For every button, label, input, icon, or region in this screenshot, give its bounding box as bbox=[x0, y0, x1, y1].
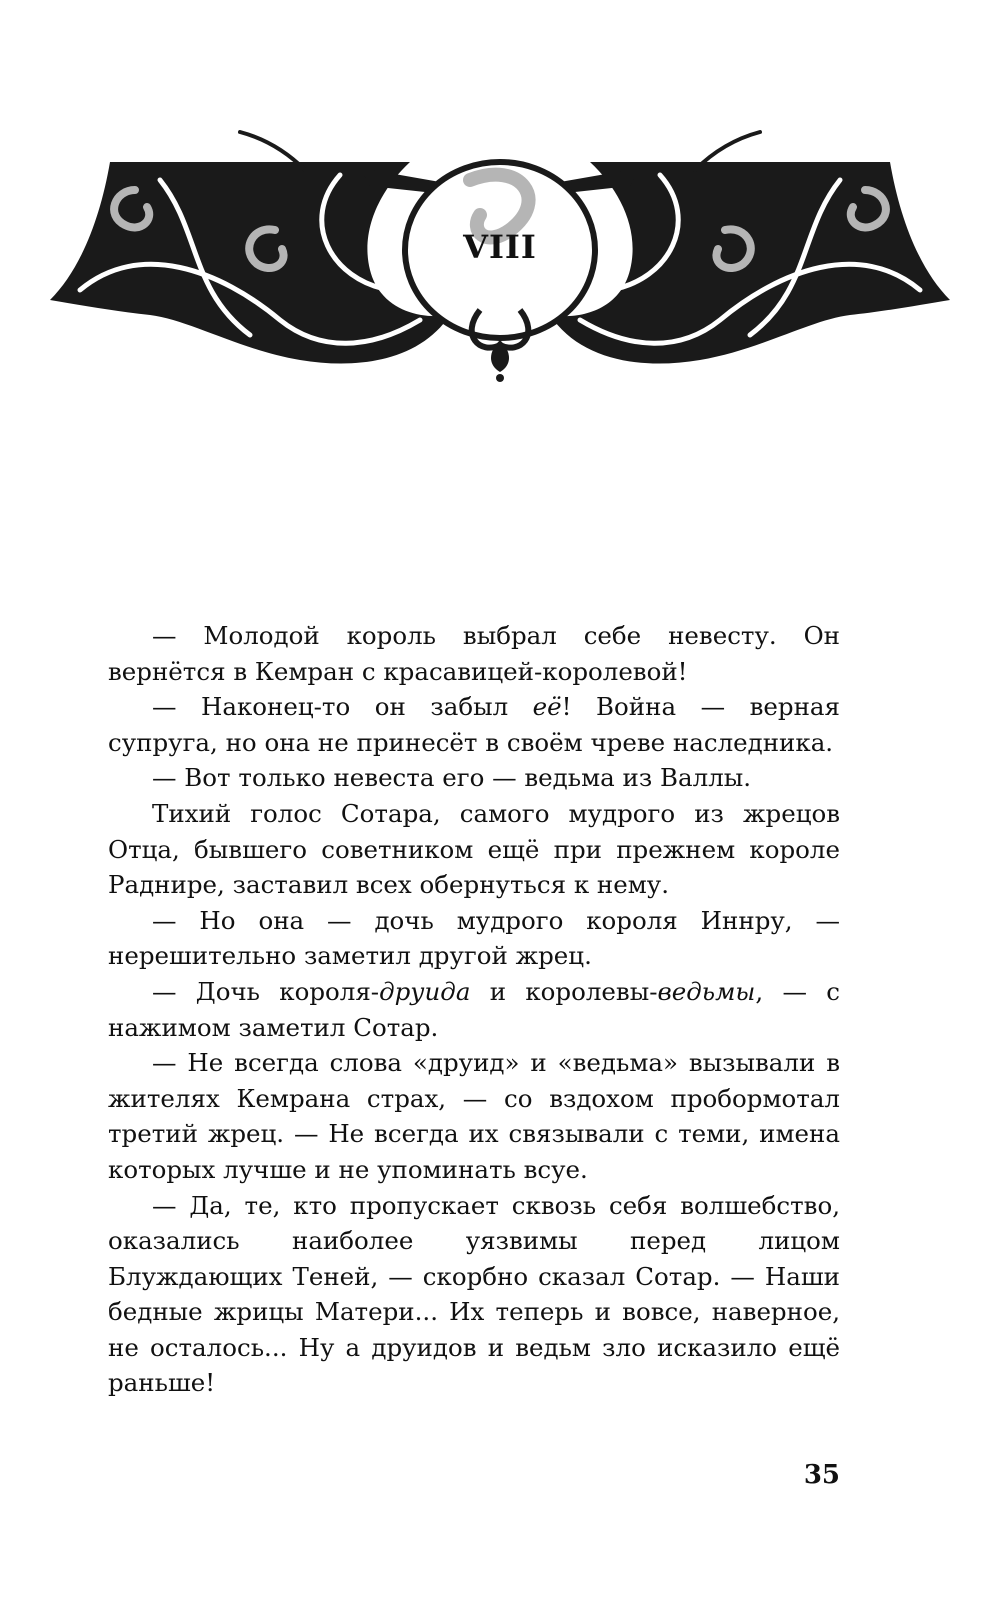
text-run: — Молодой король выбрал себе невесту. Он вернётся в Кемран с красавицей-королевой! bbox=[108, 621, 840, 686]
chapter-number: VIII bbox=[463, 228, 537, 266]
paragraph bbox=[108, 689, 840, 760]
text-run-italic: друида bbox=[379, 976, 471, 1006]
text-run-italic: ведьмы bbox=[657, 976, 756, 1006]
paragraph bbox=[108, 1188, 840, 1402]
paragraph bbox=[108, 974, 840, 1045]
text-run: Тихий голос Сотара, самого мудрого из жрецов Отца, бывшего советником ещё при прежнем короле Раднире, заставил всех обернуться к нему. bbox=[108, 798, 840, 900]
text-run: — Вот только невеста его — ведьма из Валлы. bbox=[152, 763, 752, 793]
paragraph bbox=[108, 796, 840, 903]
text-run: и королевы- bbox=[470, 976, 658, 1006]
text-run: ! Война — верная супруга, но она не принесёт в своём чреве наследника. bbox=[108, 692, 840, 757]
text-run: — Дочь короля- bbox=[152, 976, 380, 1006]
text-run-italic: её bbox=[532, 692, 562, 722]
text-run: , — с нажимом заметил Сотар. bbox=[108, 976, 840, 1042]
paragraph bbox=[108, 1045, 840, 1187]
paragraph bbox=[108, 903, 840, 974]
page-text bbox=[108, 618, 840, 1401]
page-number: 35 bbox=[803, 1460, 840, 1490]
text-run: — Но она — дочь мудрого короля Иннру, — нерешительно заметил другой жрец. bbox=[108, 905, 840, 971]
paragraph bbox=[108, 618, 840, 689]
text-run: — Наконец-то он забыл bbox=[152, 692, 533, 722]
ornament-pendant-dot bbox=[496, 374, 504, 382]
text-run: — Не всегда слова «друид» и «ведьма» вызывали в жителях Кемрана страх, — со вздохом пробормотал третий жрец. — Не всегда их связывали с теми, имена которых лучше и не упоминать всуе. bbox=[108, 1048, 840, 1184]
paragraph bbox=[108, 760, 840, 796]
text-run: — Да, те, кто пропускает сквозь себя волшебство, оказались наиболее уязвимы перед лицом Блуждающих Теней, — скорбно сказал Сотар. — Наши бедные жрицы Матери... Их теперь и вовсе, наверное, не осталось... Ну а друидов и ведьм зло исказило ещё раньше! bbox=[108, 1190, 840, 1398]
